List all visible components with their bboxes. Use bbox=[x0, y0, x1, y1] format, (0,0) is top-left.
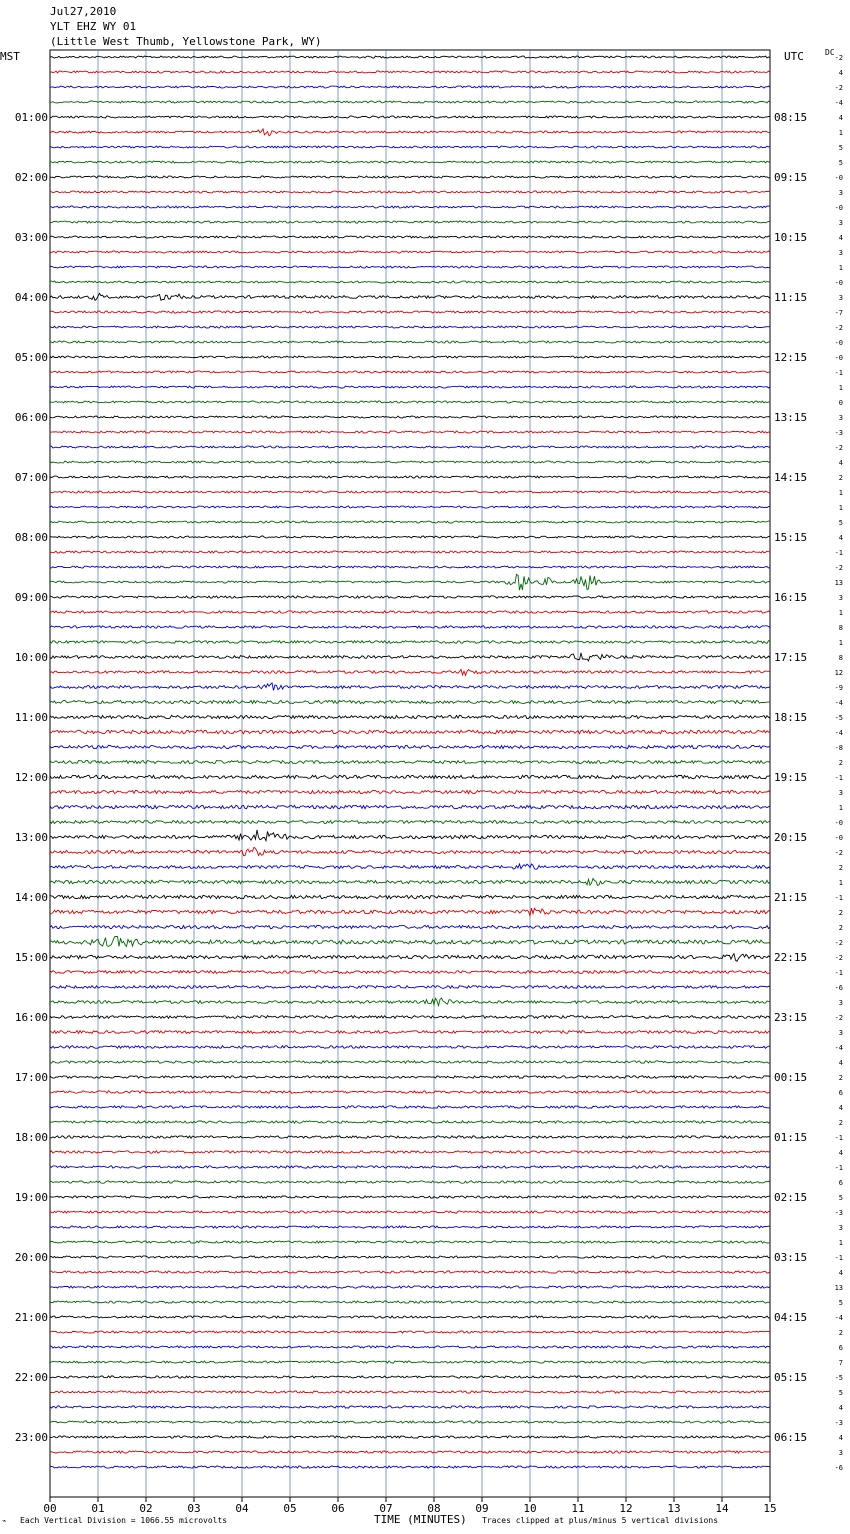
seismic-trace bbox=[50, 1196, 770, 1198]
dc-offset-label: 0 bbox=[838, 399, 843, 407]
utc-hour-label: 11:15 bbox=[774, 291, 808, 304]
seismic-trace bbox=[50, 1391, 770, 1393]
dc-offset-label: 4 bbox=[838, 1404, 843, 1412]
utc-hour-label: 04:15 bbox=[774, 1311, 808, 1324]
seismic-trace bbox=[50, 1211, 770, 1213]
seismic-trace bbox=[50, 626, 770, 628]
mst-hour-label: 13:00 bbox=[14, 831, 48, 844]
corner-mark-icon: ⌁ bbox=[2, 1517, 7, 1525]
dc-offset-label: 2 bbox=[838, 1119, 843, 1127]
dc-offset-label: -1 bbox=[834, 369, 843, 377]
seismic-trace bbox=[50, 1271, 770, 1273]
seismic-trace bbox=[50, 1286, 770, 1288]
dc-offset-label: -1 bbox=[834, 969, 843, 977]
mst-hour-label: 09:00 bbox=[14, 591, 48, 604]
x-tick-label: 08 bbox=[427, 1502, 441, 1515]
seismic-trace bbox=[50, 1166, 770, 1168]
dc-offset-label: -1 bbox=[834, 1164, 843, 1172]
dc-offset-label: -2 bbox=[834, 954, 843, 962]
dc-offset-label: -1 bbox=[834, 549, 843, 557]
dc-offset-label: -0 bbox=[834, 339, 843, 347]
x-tick-label: 02 bbox=[139, 1502, 153, 1515]
utc-hour-label: 13:15 bbox=[774, 411, 808, 424]
mst-hour-label: 19:00 bbox=[14, 1191, 48, 1204]
utc-hour-label: 14:15 bbox=[774, 471, 808, 484]
seismic-trace bbox=[50, 653, 770, 661]
dc-offset-label: -6 bbox=[834, 1464, 843, 1472]
seismic-trace bbox=[50, 236, 770, 238]
dc-offset-label: -0 bbox=[834, 354, 843, 362]
dc-offset-label: -5 bbox=[834, 714, 843, 722]
seismic-trace bbox=[50, 986, 770, 989]
dc-offset-label: -0 bbox=[834, 834, 843, 842]
utc-hour-label: 10:15 bbox=[774, 231, 808, 244]
x-tick-label: 04 bbox=[235, 1502, 249, 1515]
seismic-trace bbox=[50, 431, 770, 433]
mst-hour-label: 01:00 bbox=[14, 111, 48, 124]
seismic-trace bbox=[50, 1451, 770, 1453]
dc-offset-label: -0 bbox=[834, 819, 843, 827]
dc-offset-label: -0 bbox=[834, 174, 843, 182]
seismic-trace bbox=[50, 191, 770, 193]
seismic-trace bbox=[50, 683, 770, 691]
dc-offset-header: DC bbox=[825, 48, 835, 57]
seismic-trace bbox=[50, 1376, 770, 1378]
dc-offset-label: 4 bbox=[838, 459, 843, 467]
utc-hour-label: 09:15 bbox=[774, 171, 808, 184]
seismic-trace bbox=[50, 56, 770, 58]
utc-hour-label: 20:15 bbox=[774, 831, 808, 844]
dc-offset-label: -3 bbox=[834, 1209, 843, 1217]
dc-offset-label: 3 bbox=[838, 249, 843, 257]
dc-offset-label: -4 bbox=[834, 729, 843, 737]
x-tick-label: 15 bbox=[763, 1502, 777, 1515]
mst-hour-label: 14:00 bbox=[14, 891, 48, 904]
utc-hour-label: 08:15 bbox=[774, 111, 808, 124]
seismic-trace bbox=[50, 476, 770, 478]
seismic-trace bbox=[50, 805, 770, 808]
dc-offset-label: -4 bbox=[834, 699, 843, 707]
dc-offset-label: 8 bbox=[838, 624, 843, 632]
dc-offset-label: 4 bbox=[838, 1434, 843, 1442]
utc-hour-label: 17:15 bbox=[774, 651, 808, 664]
station-id: YLT EHZ WY 01 bbox=[50, 20, 137, 33]
seismic-trace bbox=[50, 1346, 770, 1348]
dc-offset-label: 6 bbox=[838, 1344, 843, 1352]
dc-offset-label: 4 bbox=[838, 114, 843, 122]
seismic-trace bbox=[50, 1091, 770, 1093]
seismic-trace bbox=[50, 908, 770, 916]
dc-offset-label: -1 bbox=[834, 1254, 843, 1262]
dc-offset-label: 4 bbox=[838, 1149, 843, 1157]
seismic-trace bbox=[50, 971, 770, 974]
dc-offset-label: 1 bbox=[838, 129, 843, 137]
x-tick-label: 07 bbox=[379, 1502, 393, 1515]
dc-offset-label: 13 bbox=[834, 579, 843, 587]
seismic-trace bbox=[50, 266, 770, 268]
mst-hour-label: 15:00 bbox=[14, 951, 48, 964]
seismic-trace bbox=[50, 925, 770, 928]
x-tick-label: 09 bbox=[475, 1502, 489, 1515]
mst-hour-label: 06:00 bbox=[14, 411, 48, 424]
x-tick-label: 05 bbox=[283, 1502, 297, 1515]
seismic-trace bbox=[50, 596, 770, 598]
dc-offset-label: -2 bbox=[834, 84, 843, 92]
dc-offset-label: -1 bbox=[834, 774, 843, 782]
x-tick-label: 12 bbox=[619, 1502, 633, 1515]
dc-offset-label: 3 bbox=[838, 219, 843, 227]
seismic-trace bbox=[50, 506, 770, 508]
seismic-trace bbox=[50, 641, 770, 644]
seismic-trace bbox=[50, 1046, 770, 1049]
x-tick-label: 14 bbox=[715, 1502, 729, 1515]
dc-offset-label: -2 bbox=[834, 849, 843, 857]
dc-offset-label: 3 bbox=[838, 594, 843, 602]
mst-hour-label: 20:00 bbox=[14, 1251, 48, 1264]
dc-offset-label: -0 bbox=[834, 279, 843, 287]
dc-offset-label: 1 bbox=[838, 804, 843, 812]
seismic-trace bbox=[50, 1151, 770, 1153]
right-timezone-label: UTC bbox=[784, 50, 804, 63]
seismic-trace bbox=[50, 1106, 770, 1108]
mst-hour-label: 10:00 bbox=[14, 651, 48, 664]
dc-offset-label: 1 bbox=[838, 639, 843, 647]
dc-offset-label: 3 bbox=[838, 294, 843, 302]
dc-offset-label: 2 bbox=[838, 864, 843, 872]
seismic-trace bbox=[50, 954, 770, 962]
dc-offset-label: -2 bbox=[834, 54, 843, 62]
seismic-trace bbox=[50, 293, 770, 300]
dc-offset-label: 3 bbox=[838, 789, 843, 797]
seismic-trace bbox=[50, 1016, 770, 1019]
seismic-trace bbox=[50, 1031, 770, 1034]
seismic-trace bbox=[50, 146, 770, 148]
seismic-trace bbox=[50, 551, 770, 553]
mst-hour-label: 03:00 bbox=[14, 231, 48, 244]
seismic-trace bbox=[50, 281, 770, 283]
x-tick-label: 11 bbox=[571, 1502, 585, 1515]
dc-offset-label: 4 bbox=[838, 69, 843, 77]
dc-offset-label: -4 bbox=[834, 1314, 843, 1322]
utc-hour-label: 00:15 bbox=[774, 1071, 808, 1084]
x-tick-label: 06 bbox=[331, 1502, 345, 1515]
dc-offset-label: 5 bbox=[838, 1299, 843, 1307]
dc-offset-label: 3 bbox=[838, 999, 843, 1007]
dc-offset-label: -2 bbox=[834, 444, 843, 452]
seismic-trace bbox=[50, 1121, 770, 1123]
seismic-trace bbox=[50, 446, 770, 448]
dc-offset-label: 5 bbox=[838, 519, 843, 527]
dc-offset-label: -3 bbox=[834, 429, 843, 437]
seismic-trace bbox=[50, 536, 770, 538]
plot-date: Jul27,2010 bbox=[50, 5, 117, 18]
seismic-trace bbox=[50, 326, 770, 328]
seismic-trace bbox=[50, 1061, 770, 1063]
seismic-trace bbox=[50, 1331, 770, 1333]
seismic-trace bbox=[50, 371, 770, 373]
dc-offset-label: 1 bbox=[838, 264, 843, 272]
dc-offset-label: 8 bbox=[838, 654, 843, 662]
seismic-trace bbox=[50, 341, 770, 343]
vertical-scale-note: Each Vertical Division = 1066.55 microvolts bbox=[20, 1516, 228, 1525]
dc-offset-label: 1 bbox=[838, 609, 843, 617]
dc-offset-label: -2 bbox=[834, 564, 843, 572]
mst-hour-label: 18:00 bbox=[14, 1131, 48, 1144]
utc-hour-label: 15:15 bbox=[774, 531, 808, 544]
seismic-trace bbox=[50, 1466, 770, 1468]
seismic-trace bbox=[50, 461, 770, 463]
seismic-trace bbox=[50, 761, 770, 764]
seismic-trace bbox=[50, 101, 770, 103]
seismic-trace bbox=[50, 1136, 770, 1138]
seismic-trace bbox=[50, 730, 770, 734]
dc-offset-label: -8 bbox=[834, 744, 843, 752]
dc-offset-label: -2 bbox=[834, 324, 843, 332]
seismic-trace bbox=[50, 847, 770, 855]
dc-offset-label: -4 bbox=[834, 1044, 843, 1052]
seismic-trace bbox=[50, 1181, 770, 1183]
utc-hour-label: 05:15 bbox=[774, 1371, 808, 1384]
dc-offset-label: 1 bbox=[838, 489, 843, 497]
seismic-trace bbox=[50, 1301, 770, 1303]
utc-hour-label: 18:15 bbox=[774, 711, 808, 724]
mst-hour-label: 17:00 bbox=[14, 1071, 48, 1084]
seismic-trace bbox=[50, 521, 770, 523]
dc-offset-label: 1 bbox=[838, 1239, 843, 1247]
utc-hour-label: 23:15 bbox=[774, 1011, 808, 1024]
dc-offset-label: 2 bbox=[838, 909, 843, 917]
seismic-trace bbox=[50, 1316, 770, 1318]
dc-offset-label: 4 bbox=[838, 1059, 843, 1067]
utc-hour-label: 06:15 bbox=[774, 1431, 808, 1444]
seismic-trace bbox=[50, 821, 770, 824]
dc-offset-label: -2 bbox=[834, 1014, 843, 1022]
utc-hour-label: 21:15 bbox=[774, 891, 808, 904]
utc-hour-label: 02:15 bbox=[774, 1191, 808, 1204]
left-timezone-label: MST bbox=[0, 50, 20, 63]
seismic-trace bbox=[50, 566, 770, 568]
seismic-trace bbox=[50, 830, 770, 841]
dc-offset-label: -3 bbox=[834, 1419, 843, 1427]
seismic-trace bbox=[50, 611, 770, 613]
seismic-trace bbox=[50, 176, 770, 178]
seismic-trace bbox=[50, 1361, 770, 1363]
dc-offset-label: 12 bbox=[834, 669, 843, 677]
mst-hour-label: 08:00 bbox=[14, 531, 48, 544]
mst-hour-label: 12:00 bbox=[14, 771, 48, 784]
dc-offset-label: 7 bbox=[838, 1359, 843, 1367]
dc-offset-label: -7 bbox=[834, 309, 843, 317]
dc-offset-label: 2 bbox=[838, 759, 843, 767]
mst-hour-label: 07:00 bbox=[14, 471, 48, 484]
x-tick-label: 01 bbox=[91, 1502, 105, 1515]
seismic-trace bbox=[50, 416, 770, 418]
seismic-trace bbox=[50, 401, 770, 403]
dc-offset-label: 5 bbox=[838, 144, 843, 152]
seismic-trace bbox=[50, 1436, 770, 1438]
dc-offset-label: 3 bbox=[838, 189, 843, 197]
seismic-trace bbox=[50, 86, 770, 88]
dc-offset-label: 4 bbox=[838, 234, 843, 242]
dc-offset-label: 4 bbox=[838, 534, 843, 542]
dc-offset-label: 3 bbox=[838, 414, 843, 422]
seismic-trace bbox=[50, 879, 770, 886]
utc-hour-label: 12:15 bbox=[774, 351, 808, 364]
seismic-trace bbox=[50, 129, 770, 136]
dc-offset-label: 2 bbox=[838, 1329, 843, 1337]
x-tick-label: 03 bbox=[187, 1502, 201, 1515]
dc-offset-label: 5 bbox=[838, 1389, 843, 1397]
utc-hour-label: 01:15 bbox=[774, 1131, 808, 1144]
dc-offset-label: 1 bbox=[838, 879, 843, 887]
x-tick-label: 13 bbox=[667, 1502, 681, 1515]
dc-offset-label: 5 bbox=[838, 159, 843, 167]
seismic-trace bbox=[50, 1076, 770, 1078]
utc-hour-label: 19:15 bbox=[774, 771, 808, 784]
seismic-trace bbox=[50, 1421, 770, 1423]
seismic-trace bbox=[50, 116, 770, 118]
dc-offset-label: -1 bbox=[834, 1134, 843, 1142]
mst-hour-label: 23:00 bbox=[14, 1431, 48, 1444]
dc-offset-label: -9 bbox=[834, 684, 843, 692]
seismic-trace bbox=[50, 161, 770, 163]
dc-offset-label: 3 bbox=[838, 1224, 843, 1232]
clipping-note: Traces clipped at plus/minus 5 vertical divisions bbox=[482, 1516, 719, 1525]
mst-hour-label: 04:00 bbox=[14, 291, 48, 304]
seismic-trace bbox=[50, 221, 770, 223]
dc-offset-label: 3 bbox=[838, 1449, 843, 1457]
dc-offset-label: 4 bbox=[838, 1104, 843, 1112]
dc-offset-label: -5 bbox=[834, 1374, 843, 1382]
seismic-trace bbox=[50, 669, 770, 675]
seismic-trace bbox=[50, 71, 770, 73]
dc-offset-label: -0 bbox=[834, 204, 843, 212]
seismic-trace bbox=[50, 251, 770, 253]
mst-hour-label: 02:00 bbox=[14, 171, 48, 184]
seismic-trace bbox=[50, 937, 770, 947]
seismic-trace bbox=[50, 574, 770, 590]
seismic-trace bbox=[50, 1226, 770, 1228]
x-tick-label: 10 bbox=[523, 1502, 537, 1515]
seismic-trace bbox=[50, 206, 770, 208]
dc-offset-label: 6 bbox=[838, 1089, 843, 1097]
mst-hour-label: 21:00 bbox=[14, 1311, 48, 1324]
seismic-trace bbox=[50, 491, 770, 493]
dc-offset-label: 3 bbox=[838, 1029, 843, 1037]
seismic-trace bbox=[50, 745, 770, 748]
mst-hour-label: 22:00 bbox=[14, 1371, 48, 1384]
dc-offset-label: 13 bbox=[834, 1284, 843, 1292]
x-axis-label: TIME (MINUTES) bbox=[374, 1513, 467, 1526]
mst-hour-label: 16:00 bbox=[14, 1011, 48, 1024]
seismic-trace bbox=[50, 715, 770, 718]
dc-offset-label: -1 bbox=[834, 894, 843, 902]
mst-hour-label: 05:00 bbox=[14, 351, 48, 364]
seismic-trace bbox=[50, 356, 770, 358]
dc-offset-label: 2 bbox=[838, 474, 843, 482]
seismic-trace bbox=[50, 386, 770, 388]
dc-offset-label: 5 bbox=[838, 1194, 843, 1202]
dc-offset-label: 1 bbox=[838, 504, 843, 512]
dc-offset-label: 4 bbox=[838, 1269, 843, 1277]
seismic-trace bbox=[50, 895, 770, 898]
seismic-trace bbox=[50, 1256, 770, 1258]
dc-offset-label: 2 bbox=[838, 1074, 843, 1082]
seismic-trace bbox=[50, 311, 770, 313]
dc-offset-label: -6 bbox=[834, 984, 843, 992]
seismic-trace bbox=[50, 790, 770, 793]
seismic-trace bbox=[50, 1241, 770, 1243]
utc-hour-label: 16:15 bbox=[774, 591, 808, 604]
dc-offset-label: 1 bbox=[838, 384, 843, 392]
seismic-trace bbox=[50, 864, 770, 869]
seismic-trace bbox=[50, 775, 770, 778]
mst-hour-label: 11:00 bbox=[14, 711, 48, 724]
dc-offset-label: 2 bbox=[838, 924, 843, 932]
utc-hour-label: 03:15 bbox=[774, 1251, 808, 1264]
dc-offset-label: 6 bbox=[838, 1179, 843, 1187]
seismic-trace bbox=[50, 1406, 770, 1408]
seismic-trace bbox=[50, 700, 770, 703]
station-location: (Little West Thumb, Yellowstone Park, WY) bbox=[50, 35, 322, 48]
dc-offset-label: -4 bbox=[834, 99, 843, 107]
seismic-trace bbox=[50, 998, 770, 1006]
dc-offset-label: -2 bbox=[834, 939, 843, 947]
x-tick-label: 00 bbox=[43, 1502, 57, 1515]
utc-hour-label: 22:15 bbox=[774, 951, 808, 964]
